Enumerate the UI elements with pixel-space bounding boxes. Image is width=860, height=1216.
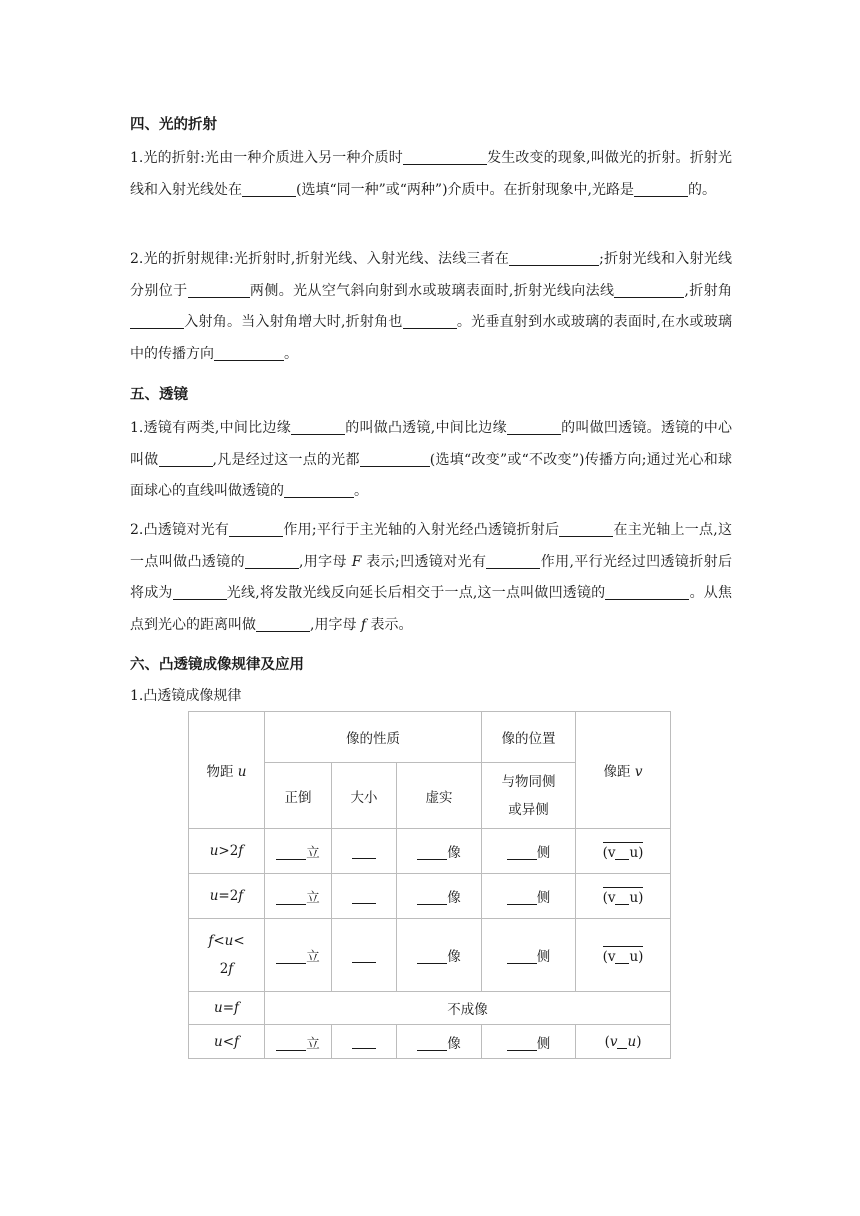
side-cell[interactable]: 侧 bbox=[482, 1025, 576, 1059]
symbol-F: F bbox=[351, 553, 362, 570]
fill-blank[interactable] bbox=[242, 181, 296, 197]
table-row bbox=[189, 874, 671, 919]
header-side: 与物同侧 或异侧 bbox=[482, 763, 576, 829]
fill-blank[interactable] bbox=[360, 451, 430, 467]
fill-blank[interactable] bbox=[188, 282, 250, 298]
header-image-distance: 像距 v bbox=[576, 712, 671, 829]
text: 。从焦点到光心的距离叫做 bbox=[130, 585, 732, 633]
side-cell[interactable]: 侧 bbox=[482, 874, 576, 919]
fill-blank[interactable] bbox=[486, 553, 540, 569]
side-cell[interactable]: 侧 bbox=[482, 829, 576, 874]
table-row bbox=[189, 919, 671, 992]
no-image-cell: 不成像 bbox=[265, 992, 671, 1025]
condition-cell: u=f bbox=[189, 992, 265, 1025]
condition-cell: u>2f bbox=[189, 829, 265, 874]
fill-blank[interactable] bbox=[291, 419, 345, 435]
fill-blank[interactable] bbox=[245, 553, 299, 569]
upright-cell[interactable]: 立 bbox=[265, 1025, 332, 1059]
fill-blank[interactable] bbox=[403, 313, 457, 329]
text: 2.凸透镜对光有 bbox=[130, 522, 230, 538]
paragraph-lens-effect bbox=[130, 515, 732, 641]
header-image-nature: 像的性质 bbox=[265, 712, 482, 763]
text: 表示;凹透镜对光有 bbox=[361, 553, 487, 570]
upright-cell[interactable]: 立 bbox=[265, 874, 332, 919]
real-cell[interactable]: 像 bbox=[397, 874, 482, 919]
upright-cell[interactable]: 立 bbox=[265, 829, 332, 874]
real-cell[interactable]: 像 bbox=[397, 1025, 482, 1059]
fill-blank[interactable] bbox=[159, 451, 213, 467]
image-distance-cell[interactable]: (v u) bbox=[576, 829, 671, 874]
upright-cell[interactable]: 立 bbox=[265, 919, 332, 992]
fill-blank[interactable] bbox=[173, 584, 227, 600]
side-cell[interactable]: 侧 bbox=[482, 919, 576, 992]
text: 。 bbox=[354, 483, 368, 499]
header-upright: 正倒 bbox=[265, 763, 332, 829]
text: 1.光的折射:光由一种介质进入另一种介质时 bbox=[130, 150, 403, 166]
text: ,凡是经过这一点的光都 bbox=[212, 451, 360, 468]
condition-cell: u=2f bbox=[189, 874, 265, 919]
text: 2.光的折射规律:光折射时,折射光线、入射光线、法线三者在 bbox=[130, 251, 510, 267]
paragraph-lens-types bbox=[130, 413, 732, 508]
header-image-position: 像的位置 bbox=[482, 712, 576, 763]
section-title-refraction: 四、光的折射 bbox=[130, 117, 217, 133]
fill-blank[interactable] bbox=[214, 345, 284, 361]
fill-blank[interactable] bbox=[284, 482, 354, 498]
condition-cell: u<f bbox=[189, 1025, 265, 1059]
size-cell[interactable] bbox=[332, 829, 397, 874]
text: 的叫做凸透镜,中间比边缘 bbox=[344, 420, 507, 436]
text: ,用字母 bbox=[310, 616, 361, 633]
image-distance-cell[interactable]: (v u) bbox=[576, 874, 671, 919]
paragraph-refraction-definition bbox=[130, 143, 732, 206]
text: 作用;平行于主光轴的入射光经凸透镜折射后 bbox=[283, 522, 560, 538]
text: ,折射角 bbox=[684, 282, 733, 299]
text: 1.透镜有两类,中间比边缘 bbox=[130, 420, 291, 436]
size-cell[interactable] bbox=[332, 874, 397, 919]
section-title-lens: 五、透镜 bbox=[130, 387, 188, 403]
table-row bbox=[189, 829, 671, 874]
fill-blank[interactable] bbox=[229, 521, 283, 537]
text: 光线,将发散光线反向延长后相交于一点,这一点叫做凹透镜的 bbox=[226, 585, 606, 601]
text: 表示。 bbox=[366, 616, 413, 633]
text: 。光垂直射到水或玻璃的表面时,在水或玻璃中的传播方向 bbox=[130, 314, 733, 362]
text: (选填“同一种”或“两种”)介质中。在折射现象中,光路是 bbox=[296, 181, 635, 198]
table-row bbox=[189, 992, 671, 1025]
fill-blank[interactable] bbox=[605, 584, 689, 600]
text: 的。 bbox=[688, 181, 717, 198]
fill-blank[interactable] bbox=[403, 149, 487, 165]
fill-blank[interactable] bbox=[507, 419, 561, 435]
text: 的叫做凹透镜。透镜的中心叫做 bbox=[130, 420, 733, 468]
header-object-distance: 物距 u bbox=[189, 712, 265, 829]
real-cell[interactable]: 像 bbox=[397, 829, 482, 874]
text: 作用,平行光经过凹透镜折射后将成为 bbox=[130, 553, 733, 601]
fill-blank[interactable] bbox=[256, 616, 310, 632]
section-title-imaging: 六、凸透镜成像规律及应用 bbox=[130, 657, 304, 673]
paragraph-refraction-law bbox=[130, 244, 732, 370]
fill-blank[interactable] bbox=[614, 282, 684, 298]
text: 入射角。当入射角增大时,折射角也 bbox=[184, 314, 403, 330]
fill-blank[interactable] bbox=[559, 521, 613, 537]
text: 发生改变的现象,叫做光的折射。折射光线和入射光线处在 bbox=[130, 150, 732, 198]
text: 两侧。光从空气斜向射到水或玻璃表面时,折射光线向法线 bbox=[249, 282, 615, 299]
image-distance-cell[interactable]: (v u) bbox=[576, 1025, 671, 1059]
text: ,用字母 bbox=[298, 553, 352, 570]
image-distance-cell[interactable]: (v u) bbox=[576, 919, 671, 992]
symbol-f: f bbox=[360, 616, 367, 633]
text: ;折射光线和入射光线分别位于 bbox=[130, 251, 733, 299]
imaging-rules-table bbox=[188, 711, 671, 1059]
table-caption: 1.凸透镜成像规律 bbox=[130, 688, 242, 704]
fill-blank[interactable] bbox=[130, 313, 184, 329]
size-cell[interactable] bbox=[332, 919, 397, 992]
real-cell[interactable]: 像 bbox=[397, 919, 482, 992]
header-real: 虚实 bbox=[397, 763, 482, 829]
text: 在主光轴上一点,这一点叫做凸透镜的 bbox=[130, 522, 733, 570]
fill-blank[interactable] bbox=[509, 250, 599, 266]
header-size: 大小 bbox=[332, 763, 397, 829]
fill-blank[interactable] bbox=[634, 181, 688, 197]
size-cell[interactable] bbox=[332, 1025, 397, 1059]
condition-cell: f<u< 2f bbox=[189, 919, 265, 992]
table-row bbox=[189, 1025, 671, 1059]
text: (选填“改变”或“不改变”)传播方向;通过光心和球面球心的直线叫做透镜的 bbox=[130, 451, 732, 499]
text: 。 bbox=[284, 345, 298, 362]
